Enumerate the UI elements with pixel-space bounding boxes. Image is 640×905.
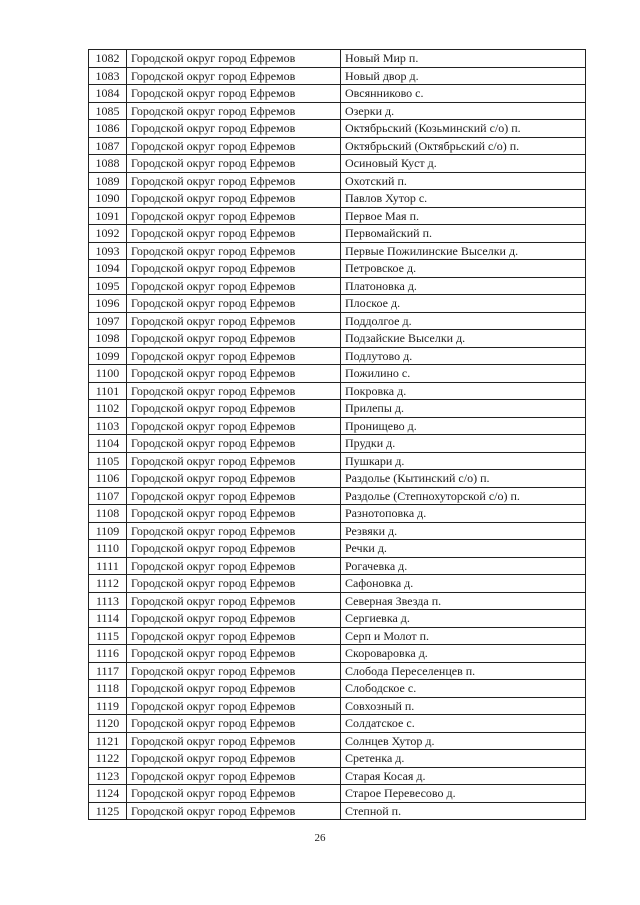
table-row <box>89 767 586 785</box>
settlement-cell: Новый двор д. <box>341 67 586 85</box>
row-number-cell: 1122 <box>89 750 127 768</box>
district-cell: Городской округ город Ефремов <box>127 610 341 628</box>
row-number-cell: 1120 <box>89 715 127 733</box>
district-cell: Городской округ город Ефремов <box>127 592 341 610</box>
row-number-cell: 1108 <box>89 505 127 523</box>
row-number-cell: 1088 <box>89 155 127 173</box>
row-number-cell: 1095 <box>89 277 127 295</box>
district-cell: Городской округ город Ефремов <box>127 505 341 523</box>
table-row <box>89 505 586 523</box>
row-number-cell: 1116 <box>89 645 127 663</box>
district-cell: Городской округ город Ефремов <box>127 785 341 803</box>
table-row <box>89 680 586 698</box>
district-cell: Городской округ город Ефремов <box>127 417 341 435</box>
row-number-cell: 1096 <box>89 295 127 313</box>
settlement-cell: Степной п. <box>341 802 586 820</box>
row-number-cell: 1083 <box>89 67 127 85</box>
row-number-cell: 1104 <box>89 435 127 453</box>
settlement-cell: Солдатское с. <box>341 715 586 733</box>
settlement-cell: Сретенка д. <box>341 750 586 768</box>
district-cell: Городской округ город Ефремов <box>127 802 341 820</box>
settlement-cell: Пожилино с. <box>341 365 586 383</box>
settlement-cell: Прудки д. <box>341 435 586 453</box>
district-cell: Городской округ город Ефремов <box>127 50 341 68</box>
row-number-cell: 1099 <box>89 347 127 365</box>
table-row <box>89 225 586 243</box>
district-cell: Городской округ город Ефремов <box>127 382 341 400</box>
district-cell: Городской округ город Ефремов <box>127 242 341 260</box>
table-row <box>89 190 586 208</box>
settlement-cell: Старое Перевесово д. <box>341 785 586 803</box>
table-row <box>89 645 586 663</box>
settlement-cell: Октябрьский (Козьминский с/о) п. <box>341 120 586 138</box>
row-number-cell: 1101 <box>89 382 127 400</box>
row-number-cell: 1125 <box>89 802 127 820</box>
table-row <box>89 50 586 68</box>
settlement-cell: Осиновый Куст д. <box>341 155 586 173</box>
district-cell: Городской округ город Ефремов <box>127 400 341 418</box>
table-row <box>89 785 586 803</box>
district-cell: Городской округ город Ефремов <box>127 347 341 365</box>
district-cell: Городской округ город Ефремов <box>127 662 341 680</box>
row-number-cell: 1084 <box>89 85 127 103</box>
district-cell: Городской округ город Ефремов <box>127 207 341 225</box>
district-cell: Городской округ город Ефремов <box>127 365 341 383</box>
table-row <box>89 382 586 400</box>
table-row <box>89 592 586 610</box>
settlement-cell: Серп и Молот п. <box>341 627 586 645</box>
row-number-cell: 1086 <box>89 120 127 138</box>
table-row <box>89 277 586 295</box>
district-cell: Городской округ город Ефремов <box>127 767 341 785</box>
row-number-cell: 1124 <box>89 785 127 803</box>
row-number-cell: 1114 <box>89 610 127 628</box>
settlement-cell: Пушкари д. <box>341 452 586 470</box>
district-cell: Городской округ город Ефремов <box>127 750 341 768</box>
district-cell: Городской округ город Ефремов <box>127 575 341 593</box>
district-cell: Городской округ город Ефремов <box>127 330 341 348</box>
district-cell: Городской округ город Ефремов <box>127 172 341 190</box>
settlement-cell: Старая Косая д. <box>341 767 586 785</box>
district-cell: Городской округ город Ефремов <box>127 487 341 505</box>
settlement-cell: Октябрьский (Октябрьский с/о) п. <box>341 137 586 155</box>
settlement-cell: Совхозный п. <box>341 697 586 715</box>
district-cell: Городской округ город Ефремов <box>127 715 341 733</box>
row-number-cell: 1115 <box>89 627 127 645</box>
district-cell: Городской округ город Ефремов <box>127 452 341 470</box>
row-number-cell: 1112 <box>89 575 127 593</box>
district-cell: Городской округ город Ефремов <box>127 697 341 715</box>
table-row <box>89 400 586 418</box>
settlement-cell: Охотский п. <box>341 172 586 190</box>
district-cell: Городской округ город Ефремов <box>127 67 341 85</box>
settlement-cell: Раздолье (Кытинский с/о) п. <box>341 470 586 488</box>
settlement-cell: Раздолье (Степнохуторской с/о) п. <box>341 487 586 505</box>
row-number-cell: 1089 <box>89 172 127 190</box>
district-cell: Городской округ город Ефремов <box>127 732 341 750</box>
row-number-cell: 1117 <box>89 662 127 680</box>
district-cell: Городской округ город Ефремов <box>127 137 341 155</box>
table-row <box>89 207 586 225</box>
page-number: 26 <box>314 832 326 844</box>
table-row <box>89 802 586 820</box>
settlement-cell: Новый Мир п. <box>341 50 586 68</box>
row-number-cell: 1110 <box>89 540 127 558</box>
table-row <box>89 715 586 733</box>
row-number-cell: 1100 <box>89 365 127 383</box>
table-row <box>89 452 586 470</box>
row-number-cell: 1123 <box>89 767 127 785</box>
settlement-cell: Овсянниково с. <box>341 85 586 103</box>
district-cell: Городской округ город Ефремов <box>127 190 341 208</box>
settlement-cell: Павлов Хутор с. <box>341 190 586 208</box>
district-cell: Городской округ город Ефремов <box>127 277 341 295</box>
row-number-cell: 1087 <box>89 137 127 155</box>
settlement-cell: Разнотоповка д. <box>341 505 586 523</box>
table-row <box>89 102 586 120</box>
district-cell: Городской округ город Ефремов <box>127 120 341 138</box>
settlement-cell: Первое Мая п. <box>341 207 586 225</box>
row-number-cell: 1106 <box>89 470 127 488</box>
settlement-cell: Покровка д. <box>341 382 586 400</box>
settlement-cell: Подзайские Выселки д. <box>341 330 586 348</box>
table-row <box>89 120 586 138</box>
table-row <box>89 732 586 750</box>
table-row <box>89 365 586 383</box>
settlement-cell: Сергиевка д. <box>341 610 586 628</box>
table-row <box>89 575 586 593</box>
table-row <box>89 347 586 365</box>
table-row <box>89 750 586 768</box>
table-row <box>89 417 586 435</box>
settlement-cell: Слободское с. <box>341 680 586 698</box>
row-number-cell: 1111 <box>89 557 127 575</box>
settlement-cell: Поддолгое д. <box>341 312 586 330</box>
table-row <box>89 312 586 330</box>
row-number-cell: 1097 <box>89 312 127 330</box>
district-cell: Городской округ город Ефремов <box>127 155 341 173</box>
settlement-cell: Скороваровка д. <box>341 645 586 663</box>
row-number-cell: 1091 <box>89 207 127 225</box>
row-number-cell: 1082 <box>89 50 127 68</box>
district-cell: Городской округ город Ефремов <box>127 312 341 330</box>
table-row <box>89 610 586 628</box>
table-row <box>89 67 586 85</box>
row-number-cell: 1119 <box>89 697 127 715</box>
row-number-cell: 1093 <box>89 242 127 260</box>
table-row <box>89 242 586 260</box>
row-number-cell: 1102 <box>89 400 127 418</box>
settlement-cell: Речки д. <box>341 540 586 558</box>
settlement-cell: Слобода Переселенцев п. <box>341 662 586 680</box>
settlement-cell: Первомайский п. <box>341 225 586 243</box>
row-number-cell: 1085 <box>89 102 127 120</box>
table-row <box>89 627 586 645</box>
district-cell: Городской округ город Ефремов <box>127 260 341 278</box>
row-number-cell: 1090 <box>89 190 127 208</box>
district-cell: Городской округ город Ефремов <box>127 645 341 663</box>
settlement-cell: Резвяки д. <box>341 522 586 540</box>
table-row <box>89 155 586 173</box>
table-row <box>89 435 586 453</box>
settlement-cell: Сафоновка д. <box>341 575 586 593</box>
settlement-cell: Петровское д. <box>341 260 586 278</box>
settlement-cell: Платоновка д. <box>341 277 586 295</box>
row-number-cell: 1109 <box>89 522 127 540</box>
district-cell: Городской округ город Ефремов <box>127 540 341 558</box>
settlement-cell: Пронищево д. <box>341 417 586 435</box>
district-cell: Городской округ город Ефремов <box>127 225 341 243</box>
table-row <box>89 137 586 155</box>
district-cell: Городской округ город Ефремов <box>127 627 341 645</box>
table-row <box>89 662 586 680</box>
table-row <box>89 697 586 715</box>
district-cell: Городской округ город Ефремов <box>127 435 341 453</box>
district-cell: Городской округ город Ефремов <box>127 557 341 575</box>
settlement-cell: Озерки д. <box>341 102 586 120</box>
settlement-cell: Солнцев Хутор д. <box>341 732 586 750</box>
table-row <box>89 487 586 505</box>
table-row <box>89 172 586 190</box>
settlement-cell: Северная Звезда п. <box>341 592 586 610</box>
table-row <box>89 557 586 575</box>
row-number-cell: 1105 <box>89 452 127 470</box>
row-number-cell: 1107 <box>89 487 127 505</box>
district-cell: Городской округ город Ефремов <box>127 102 341 120</box>
row-number-cell: 1094 <box>89 260 127 278</box>
row-number-cell: 1092 <box>89 225 127 243</box>
table-row <box>89 295 586 313</box>
settlements-table <box>88 49 586 820</box>
table-row <box>89 470 586 488</box>
row-number-cell: 1113 <box>89 592 127 610</box>
row-number-cell: 1103 <box>89 417 127 435</box>
settlement-cell: Первые Пожилинские Выселки д. <box>341 242 586 260</box>
row-number-cell: 1098 <box>89 330 127 348</box>
settlement-cell: Подлутово д. <box>341 347 586 365</box>
district-cell: Городской округ город Ефремов <box>127 295 341 313</box>
row-number-cell: 1121 <box>89 732 127 750</box>
settlement-cell: Рогачевка д. <box>341 557 586 575</box>
district-cell: Городской округ город Ефремов <box>127 522 341 540</box>
settlement-cell: Прилепы д. <box>341 400 586 418</box>
table-row <box>89 330 586 348</box>
district-cell: Городской округ город Ефремов <box>127 470 341 488</box>
district-cell: Городской округ город Ефремов <box>127 85 341 103</box>
table-row <box>89 260 586 278</box>
row-number-cell: 1118 <box>89 680 127 698</box>
table-row <box>89 522 586 540</box>
table-body <box>89 50 586 820</box>
district-cell: Городской округ город Ефремов <box>127 680 341 698</box>
table-row <box>89 540 586 558</box>
table-row <box>89 85 586 103</box>
settlement-cell: Плоское д. <box>341 295 586 313</box>
